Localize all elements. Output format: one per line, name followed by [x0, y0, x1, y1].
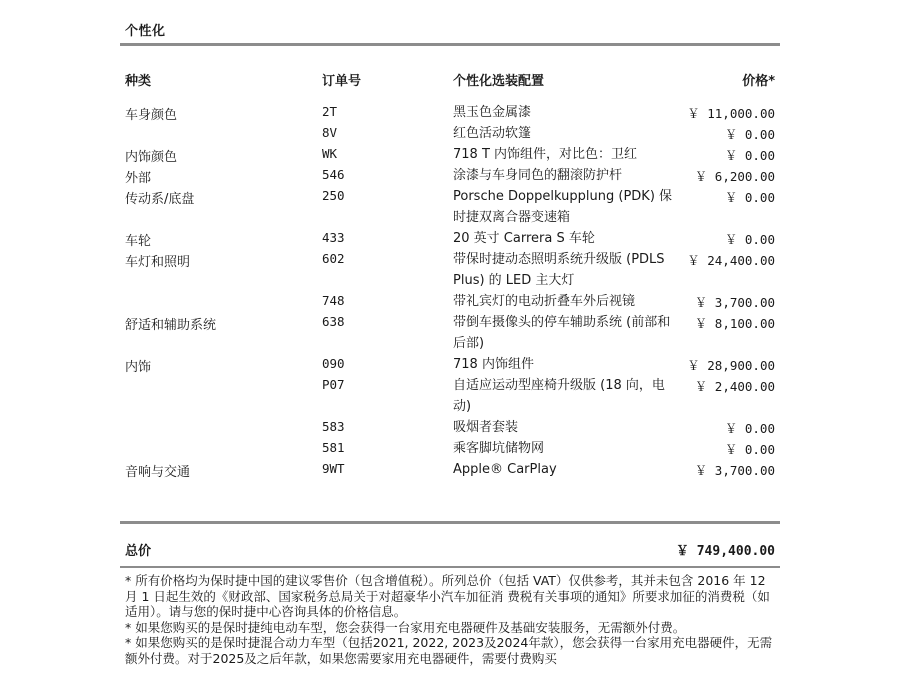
row-item: 涂漆与车身同色的翻滚防护杆: [453, 168, 623, 183]
row-category: 舒适和辅助系统: [125, 318, 217, 333]
table-row: [0, 249, 900, 291]
table-row: [0, 312, 900, 354]
header-category: 种类: [125, 74, 152, 89]
row-category: 内饰: [125, 360, 152, 375]
row-category: 传动系/底盘: [125, 192, 195, 207]
row-price: ￥ 2,400.00: [694, 379, 775, 394]
table-row: [0, 228, 900, 249]
row-code: 638: [322, 314, 345, 329]
table-row: [0, 417, 900, 438]
row-price: ￥ 24,400.00: [687, 253, 775, 268]
row-price: ￥ 8,100.00: [694, 316, 775, 331]
row-code: P07: [322, 377, 345, 392]
row-code: 748: [322, 293, 345, 308]
table-row: [0, 123, 900, 144]
row-code: 2T: [322, 104, 338, 119]
row-item: 20 英寸 Carrera S 车轮: [453, 231, 595, 246]
row-code: 9WT: [322, 461, 345, 476]
table-row: [0, 375, 900, 417]
footnote: * 如果您购买的是保时捷混合动力车型（包括2021, 2022, 2023及2024年款），您会获得一台家用充电器硬件，无需额外付费。对于2025及之后年款，如果您需要家用充电器硬件，需要付费购买: [125, 635, 773, 666]
row-item: 718 T 内饰组件，对比色：卫红: [453, 147, 638, 162]
row-category: 车灯和照明: [125, 255, 191, 270]
table-row: [0, 102, 900, 123]
row-code: 433: [322, 230, 345, 245]
options-table: [0, 102, 900, 480]
row-code: 602: [322, 251, 345, 266]
row-price: ￥ 11,000.00: [687, 106, 775, 121]
row-category: 外部: [125, 171, 152, 186]
row-code: WK: [322, 146, 338, 161]
row-item: 带倒车摄像头的停车辅助系统 (前部和后部): [453, 315, 671, 351]
row-code: 583: [322, 419, 345, 434]
row-price: ￥ 3,700.00: [694, 463, 775, 478]
header-item: 个性化选装配置: [453, 74, 545, 89]
table-header: [0, 70, 900, 90]
section-title: 个性化: [125, 24, 166, 39]
row-code: 8V: [322, 125, 338, 140]
row-item: 乘客脚坑储物网: [453, 441, 545, 456]
total-label: 总价: [125, 544, 152, 559]
row-code: 090: [322, 356, 345, 371]
footnote: * 所有价格均为保时捷中国的建议零售价（包含增值税）。所列总价（包括 VAT）仅供参考，其并未包含 2016 年 12 月 1 日起生效的《财政部、国家税务总局关于对超豪华小汽车加征消 费税有关事项的通知》所要求加征的消费税（如适用）。请与您的保时捷中心咨询具体的价格信息。: [125, 573, 770, 619]
row-price: ￥ 6,200.00: [694, 169, 775, 184]
row-item: 自适应运动型座椅升级版 (18 向，电动): [453, 378, 665, 414]
row-price: ￥ 0.00: [724, 232, 775, 247]
row-item: Porsche Doppelkupplung (PDK) 保时捷双离合器变速箱: [453, 189, 673, 225]
row-category: 车轮: [125, 234, 152, 249]
header-price: 价格*: [742, 74, 775, 89]
table-row: [0, 165, 900, 186]
row-item: 黑玉色金属漆: [453, 105, 532, 120]
table-row: [0, 438, 900, 459]
row-code: 546: [322, 167, 345, 182]
table-row: [0, 459, 900, 480]
table-row: [0, 291, 900, 312]
table-row: [0, 186, 900, 228]
row-price: ￥ 0.00: [724, 442, 775, 457]
table-row: [0, 354, 900, 375]
footnotes: [125, 573, 780, 666]
row-category: 音响与交通: [125, 465, 191, 480]
row-code: 581: [322, 440, 345, 455]
row-item: 718 内饰组件: [453, 357, 534, 372]
row-price: ￥ 0.00: [724, 127, 775, 142]
notes-divider: [120, 566, 780, 568]
row-price: ￥ 0.00: [724, 148, 775, 163]
row-item: Apple® CarPlay: [453, 462, 557, 477]
row-price: ￥ 28,900.00: [687, 358, 775, 373]
total-value: ￥ 749,400.00: [675, 544, 775, 559]
row-price: ￥ 3,700.00: [694, 295, 775, 310]
row-category: 车身颜色: [125, 108, 178, 123]
total-divider: [120, 521, 780, 524]
row-price: ￥ 0.00: [724, 190, 775, 205]
row-category: 内饰颜色: [125, 150, 178, 165]
table-row: [0, 144, 900, 165]
row-item: 带礼宾灯的电动折叠车外后视镜: [453, 294, 636, 309]
header-code: 订单号: [322, 74, 362, 89]
row-item: 吸烟者套装: [453, 420, 519, 435]
footnote: * 如果您购买的是保时捷纯电动车型，您会获得一台家用充电器硬件及基础安装服务，无需额外付费。: [125, 619, 686, 635]
row-code: 250: [322, 188, 345, 203]
row-item: 带保时捷动态照明系统升级版 (PDLS Plus) 的 LED 主大灯: [453, 252, 665, 288]
row-price: ￥ 0.00: [724, 421, 775, 436]
row-item: 红色活动软篷: [453, 126, 532, 141]
top-divider: [120, 43, 780, 46]
